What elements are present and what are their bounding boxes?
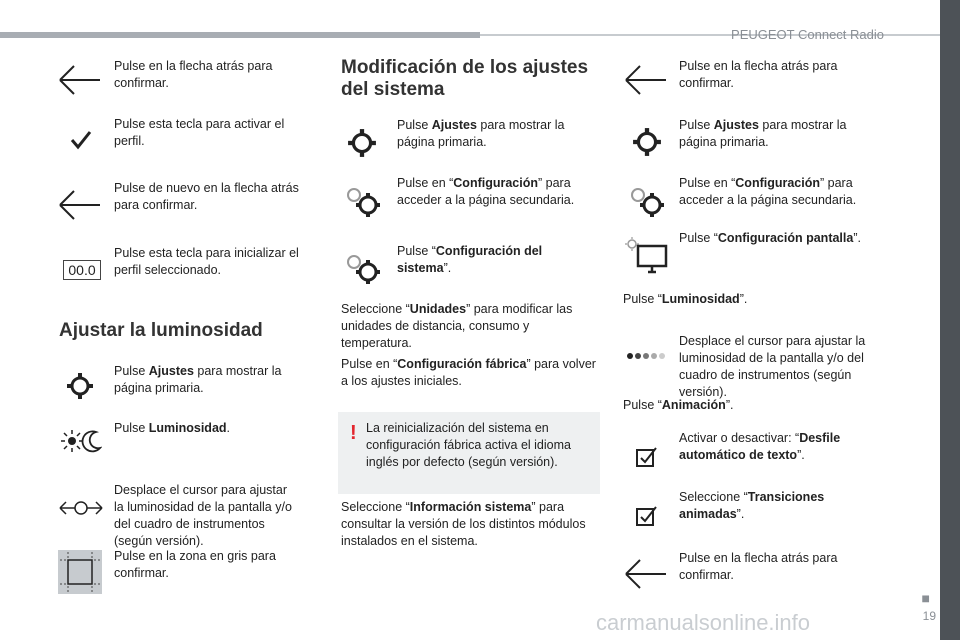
header-title: PEUGEOT Connect Radio <box>731 27 884 42</box>
slider-icon <box>58 496 104 520</box>
col1-lum-item-3: Desplace el cursor para ajustar la luminosidad de la pantalla y/o del cuadro de instrumentos (según versión). <box>114 483 292 548</box>
warning-note <box>338 412 600 494</box>
display-settings-icon <box>624 236 668 276</box>
col3-item-4: Pulse “Configuración pantalla”. <box>679 231 861 245</box>
checkbox-icon <box>636 505 658 527</box>
col2-item-3: Pulse “Configuración del sistema”. <box>397 244 543 275</box>
factory-paragraph: Pulse en “Configuración fábrica” para volver a los ajustes iniciales. <box>341 357 596 388</box>
units-paragraph: Seleccione “Unidades” para modificar las unidades de distancia, consumo y temperatura. <box>341 302 573 350</box>
col1-lum-item-4: Pulse en la zona en gris para confirmar. <box>114 549 276 580</box>
col3-slider-item: Desplace el cursor para ajustar la luminosidad de la pantalla y/o del cuadro de instrumentos (según versión). <box>679 334 866 399</box>
warning-icon: ! <box>350 422 357 444</box>
col2-item-2: Pulse en “Configuración” para acceder a la página secundaria. <box>397 176 575 207</box>
header-bar <box>0 32 480 38</box>
col1-lum-item-1: Pulse Ajustes para mostrar la página primaria. <box>114 364 282 395</box>
settings-secondary-icon <box>342 183 382 219</box>
back-arrow-icon <box>624 62 668 98</box>
continuation-mark: ■ <box>921 590 930 606</box>
col1-item-4: Pulse esta tecla para inicializar el perfil seleccionado. <box>114 246 299 277</box>
back-arrow-icon <box>624 556 668 592</box>
section-title-luminosity: Ajustar la luminosidad <box>59 320 263 341</box>
reset-value-icon: 00.0 <box>63 260 101 280</box>
gray-zone-icon <box>58 550 102 594</box>
settings-gear-icon <box>347 128 377 158</box>
checkbox-icon <box>636 446 658 468</box>
col3-item-2: Pulse Ajustes para mostrar la página primaria. <box>679 118 847 149</box>
check-icon <box>70 130 92 150</box>
watermark: carmanualsonline.info <box>596 610 811 635</box>
brightness-icon <box>60 428 102 454</box>
section-title-system: Modificación de los ajustes del sistema <box>341 57 589 100</box>
col3-anim-item-3: Pulse en la flecha atrás para confirmar. <box>679 551 838 582</box>
col3-item-3: Pulse en “Configuración” para acceder a la página secundaria. <box>679 176 857 207</box>
warning-text: La reinicialización del sistema en configuración fábrica activa el idioma inglés por defecto (según versión). <box>366 421 571 469</box>
settings-gear-icon <box>632 127 662 157</box>
slider-dots-icon <box>624 350 668 362</box>
animation-paragraph: Pulse “Animación”. <box>623 398 734 412</box>
col2-item-1: Pulse Ajustes para mostrar la página primaria. <box>397 118 565 149</box>
col3-anim-item-2: Seleccione “Transiciones animadas”. <box>679 490 825 521</box>
settings-secondary-icon <box>626 183 666 219</box>
luminosity-paragraph: Pulse “Luminosidad”. <box>623 292 748 306</box>
side-strip <box>940 0 960 640</box>
back-arrow-icon <box>58 62 102 98</box>
page-number: 19 <box>922 609 936 623</box>
info-paragraph: Seleccione “Información sistema” para consultar la versión de los distintos módulos instalados en el sistema. <box>341 500 586 548</box>
system-settings-icon <box>342 250 382 286</box>
col3-item-1: Pulse en la flecha atrás para confirmar. <box>679 59 838 90</box>
back-arrow-icon <box>58 187 102 223</box>
col1-item-3: Pulse de nuevo en la flecha atrás para confirmar. <box>114 181 299 212</box>
col1-lum-item-2: Pulse Luminosidad. <box>114 421 231 435</box>
settings-gear-icon <box>66 372 94 400</box>
col1-item-1: Pulse en la flecha atrás para confirmar. <box>114 59 273 90</box>
col3-anim-item-1: Activar o desactivar: “Desfile automático de texto”. <box>679 431 841 462</box>
col1-item-2: Pulse esta tecla para activar el perfil. <box>114 117 285 148</box>
